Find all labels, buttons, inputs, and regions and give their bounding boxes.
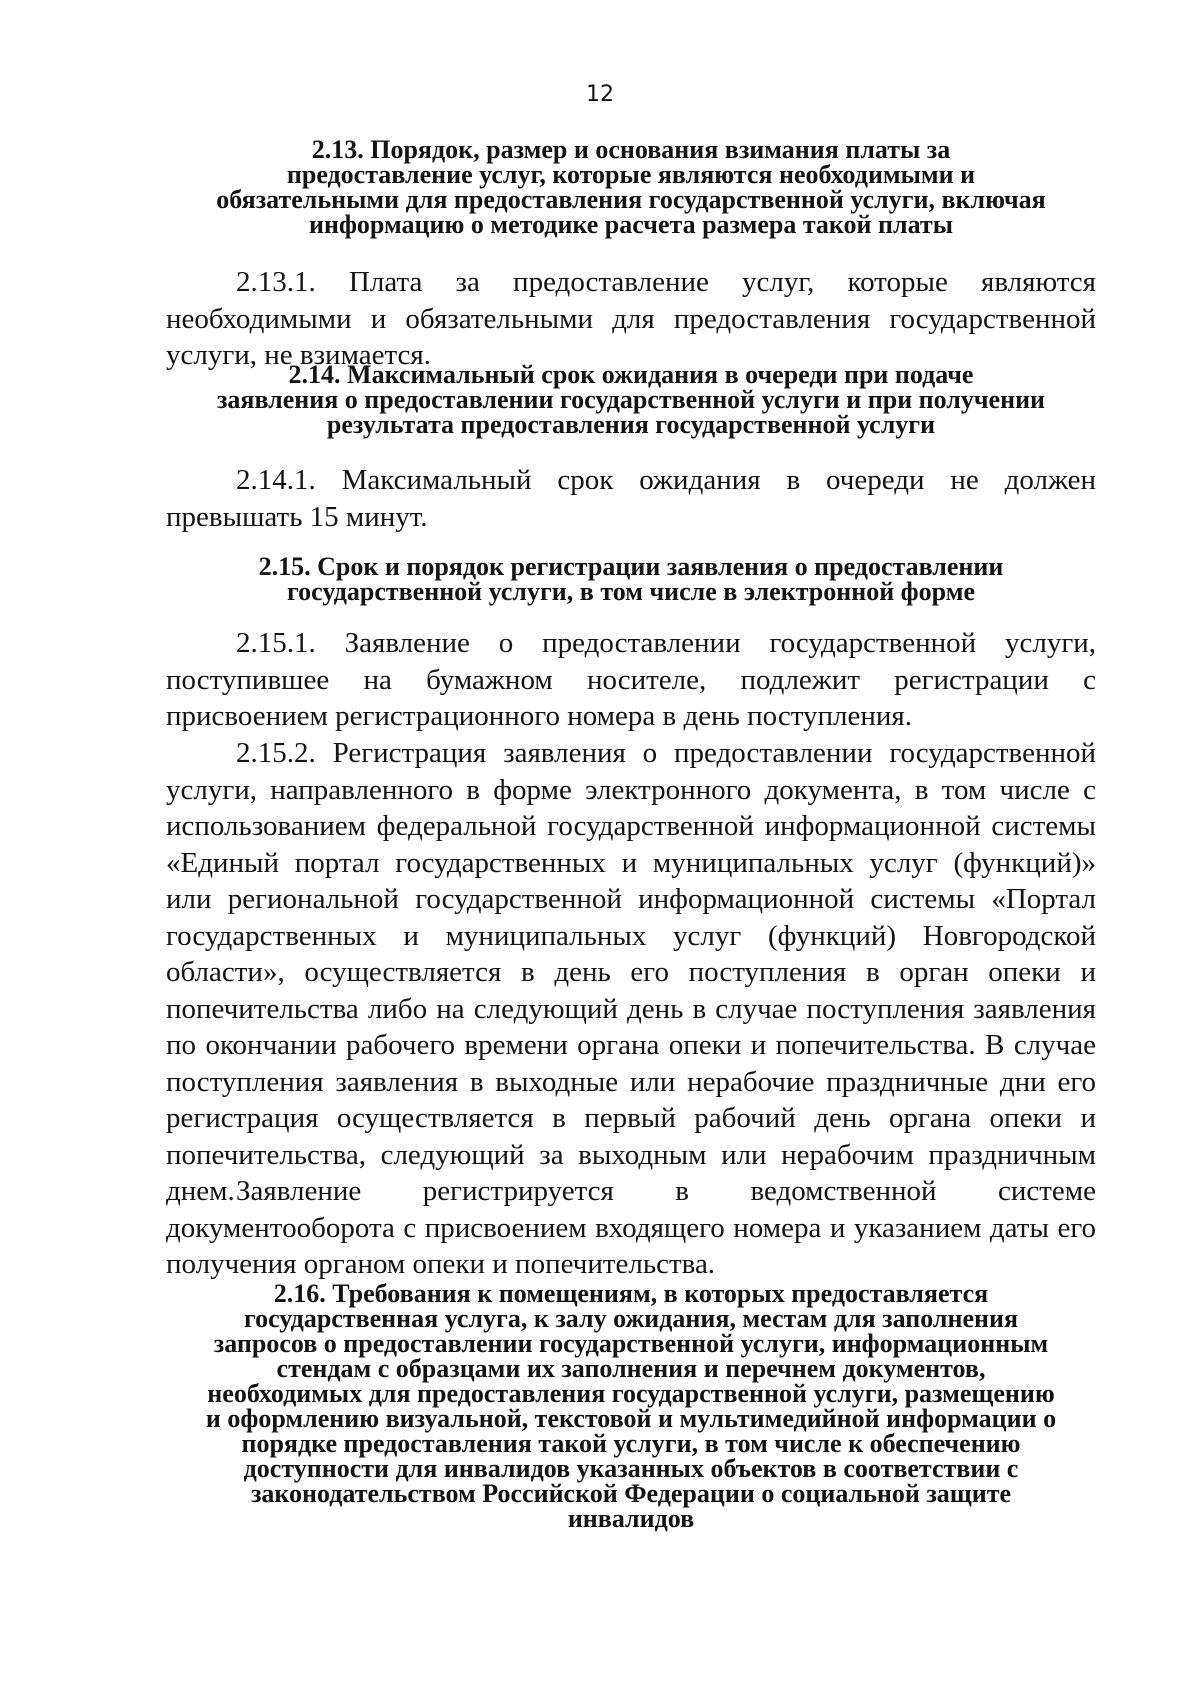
heading-line: необходимых для предоставления государственной услуги, размещению: [207, 1379, 1055, 1408]
heading-line: результата предоставления государственной услуги: [326, 410, 936, 439]
heading-line: государственной услуги, в том числе в электронной форме: [287, 577, 975, 606]
section-2-16-heading: [166, 1281, 1096, 1531]
heading-line: заявления о предоставлении государственной услуги и при получении: [216, 385, 1046, 414]
paragraph-2-15-1: 2.15.1. Заявление о предоставлении государственной услуги, поступившее на бумажном носителе, подлежит регистрации с присвоением регистрационного номера в день поступления.: [166, 627, 1096, 732]
heading-line: государственная услуга, к залу ожидания, местам для заполнения: [243, 1304, 1019, 1333]
heading-line: 2.13. Порядок, размер и основания взимания платы за: [311, 135, 951, 164]
paragraph-2-15-registration: Заявление регистрируется в ведомственной системе документооборота с присвоением входящего номера и указанием даты его получения органом опеки и попечительства.: [166, 1175, 1096, 1280]
heading-line: и оформлению визуальной, текстовой и мультимедийной информации о: [205, 1404, 1057, 1433]
heading-line: доступности для инвалидов указанных объектов в соответствии с: [243, 1454, 1019, 1483]
heading-line: 2.15. Срок и порядок регистрации заявления о предоставлении: [258, 552, 1004, 581]
section-2-13-heading: [166, 137, 1096, 237]
paragraph-2-13-1: 2.13.1. Плата за предоставление услуг, которые являются необходимыми и обязательными для предоставления государственной услуги, не взимается.: [166, 266, 1096, 371]
heading-line: стендам с образцами их заполнения и перечнем документов,: [276, 1354, 986, 1383]
heading-line: 2.16. Требования к помещениям, в которых предоставляется: [273, 1279, 989, 1308]
paragraph-2-15-2: 2.15.2. Регистрация заявления о предоставлении государственной услуги, направленного в форме электронного документа, в том числе с использованием федеральной государственной информационной системы «Единый портал государственных и муниципальных услуг (функций)» или региональной государственной информационной системы «Портал государственных и муниципальных услуг (функций) Новгородской области», осуществляется в день его поступления в орган опеки и попечительства либо на следующий день в случае поступления заявления по окончании рабочего времени органа опеки и попечительства. В случае поступления заявления в выходные или нерабочие праздничные дни его регистрация осуществляется в первый рабочий день органа опеки и попечительства, следующий за выходным или нерабочим праздничным днем.: [166, 737, 1096, 1207]
heading-line: информацию о методике расчета размера такой платы: [308, 210, 953, 239]
page-number: 12: [586, 82, 614, 107]
heading-line: 2.14. Максимальный срок ожидания в очереди при подаче: [288, 360, 974, 389]
heading-line: законодательством Российской Федерации о социальной защите: [250, 1479, 1012, 1508]
heading-line: предоставление услуг, которые являются необходимыми и: [286, 160, 976, 189]
section-2-15-heading: [166, 554, 1096, 604]
heading-line: запросов о предоставлении государственной услуги, информационным: [213, 1329, 1049, 1358]
heading-line: обязательными для предоставления государственной услуги, включая: [216, 185, 1046, 214]
section-2-14-heading: [166, 362, 1096, 437]
paragraph-2-14-1: 2.14.1. Максимальный срок ожидания в очереди не должен превышать 15 минут.: [166, 464, 1096, 533]
heading-line: порядке предоставления такой услуги, в том числе к обеспечению: [241, 1429, 1021, 1458]
heading-line: инвалидов: [567, 1504, 695, 1533]
